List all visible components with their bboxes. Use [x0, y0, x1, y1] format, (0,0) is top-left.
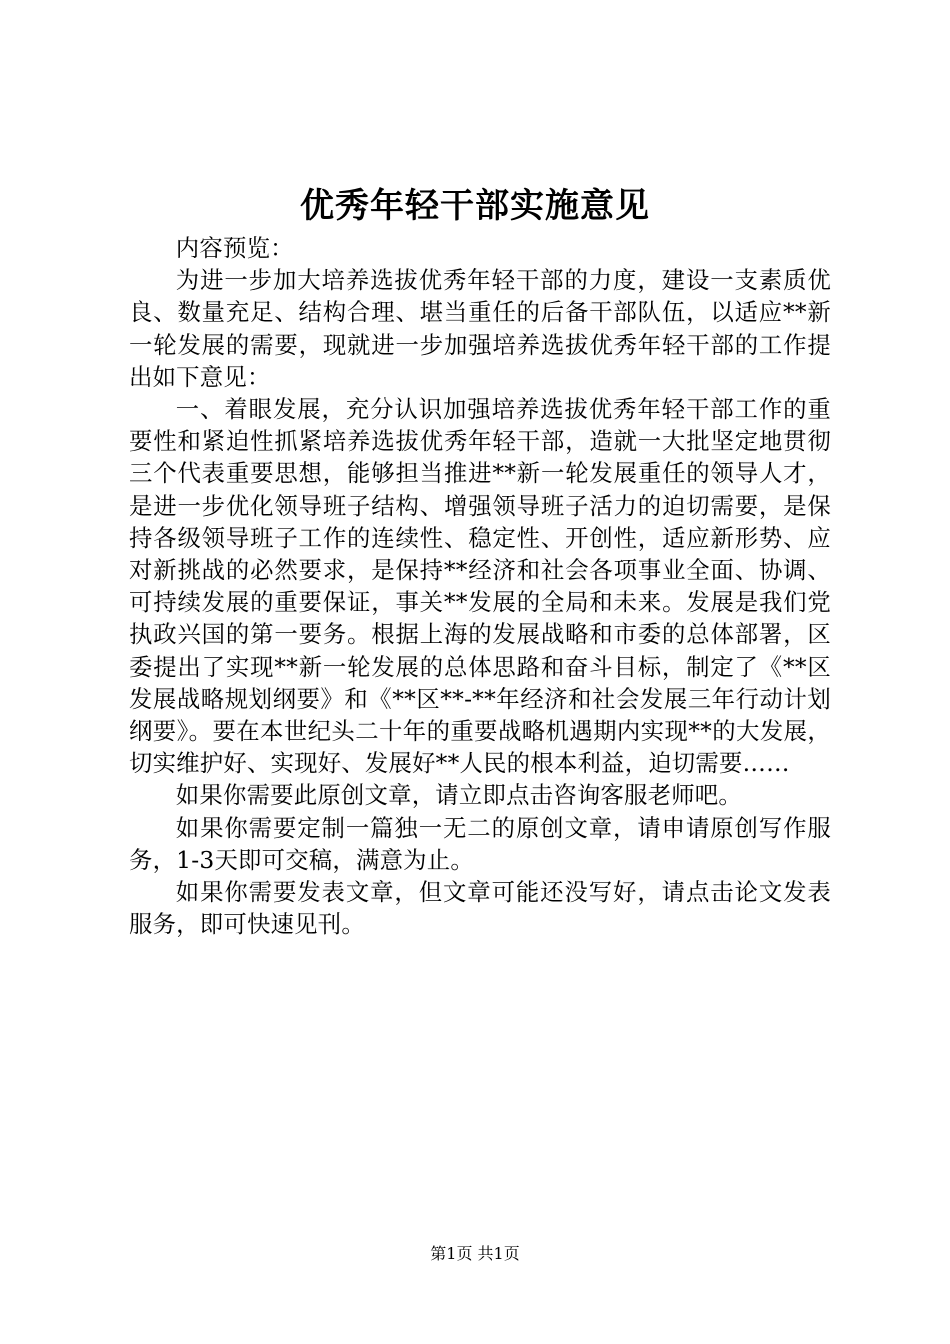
- document-title: 优秀年轻干部实施意见: [300, 186, 650, 226]
- page-number: 第1页: [430, 1244, 473, 1263]
- publish-service-paragraph: 如果你需要发表文章，但文章可能还没写好，请点击论文发表服务，即可快速见刊。: [129, 878, 831, 939]
- page-footer: [0, 1242, 950, 1266]
- consult-service-paragraph: 如果你需要此原创文章，请立即点击咨询客服老师吧。: [175, 781, 742, 810]
- intro-paragraph: 为进一步加大培养选拔优秀年轻干部的力度，建设一支素质优良、数量充足、结构合理、堪当重任的后备干部队伍，以适应**新一轮发展的需要，现就进一步加强培养选拔优秀年轻干部的工作提出如下意见：: [129, 266, 831, 391]
- custom-writing-paragraph: 如果你需要定制一篇独一无二的原创文章，请申请原创写作服务，1-3天即可交稿，满意为止。: [129, 813, 831, 874]
- section-one-paragraph: 一、着眼发展，充分认识加强培养选拔优秀年轻干部工作的重要性和紧迫性抓紧培养选拔优秀年轻干部，造就一大批坚定地贯彻三个代表重要思想，能够担当推进**新一轮发展重任的领导人才，是进一步优化领导班子结构、增强领导班子活力的迫切需要，是保持各级领导班子工作的连续性、稳定性、开创性，适应新形势、应对新挑战的必然要求，是保持**经济和社会各项事业全面、协调、可持续发展的重要保证，事关**发展的全局和未来。发展是我们党执政兴国的第一要务。根据上海的发展战略和市委的总体部署，区委提出了实现**新一轮发展的总体思路和奋斗目标，制定了《**区发展战略规划纲要》和《**区**-**年经济和社会发展三年行动计划纲要》。要在本世纪头二十年的重要战略机遇期内实现**的大发展，切实维护好、实现好、发展好**人民的根本利益，迫切需要……: [129, 395, 831, 778]
- document-body: [129, 232, 831, 940]
- page-total: 共1页: [477, 1244, 520, 1263]
- preview-label: 内容预览：: [175, 234, 294, 262]
